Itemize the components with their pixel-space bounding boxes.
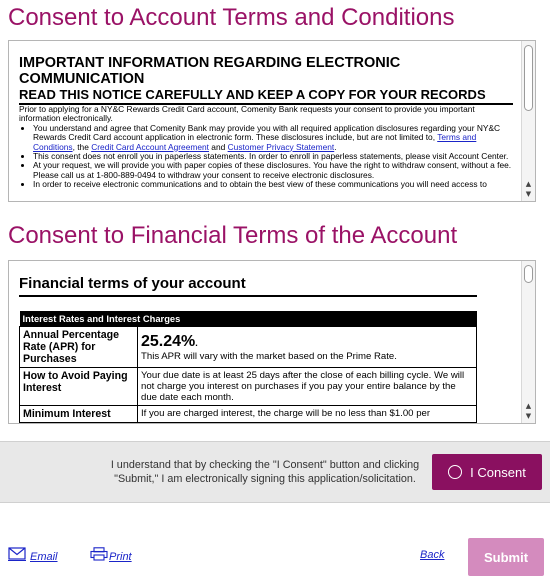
financial-terms-scrollbox[interactable] — [8, 260, 536, 424]
apr-note: This APR will vary with the market based on the Prime Rate. — [141, 351, 397, 362]
email-link[interactable]: Email — [30, 551, 58, 563]
account-terms-title: Consent to Account Terms and Conditions — [8, 4, 455, 31]
privacy-statement-link[interactable]: Customer Privacy Statement — [227, 141, 335, 152]
disclosure-bullet-text: and — [208, 141, 228, 152]
disclosure-bullet-text: , the — [72, 141, 92, 152]
envelope-icon[interactable] — [8, 547, 26, 561]
apr-rate: 25.24% — [141, 333, 196, 350]
submit-button[interactable]: Submit — [468, 538, 544, 576]
account-terms-content — [19, 55, 513, 190]
paperless-bullet: • This consent does not enroll you in paperless statements. In order to enroll in paperless statements, please visit Account Center. — [33, 152, 513, 161]
credit-card-agreement-link[interactable]: Credit Card Account Agreement — [91, 141, 209, 152]
minimum-interest-label: Minimum Interest — [20, 406, 138, 423]
apr-value — [141, 334, 473, 351]
apr-label: Annual Percentage Rate (APR) for Purchases — [20, 327, 138, 368]
disclosure-bullet-text: . — [334, 141, 337, 152]
financial-terms-content — [19, 275, 477, 423]
print-link[interactable]: Print — [109, 551, 132, 563]
scroll-up-arrow-icon[interactable]: ▲ — [525, 180, 532, 188]
read-notice-subheading: READ THIS NOTICE CAREFULLY AND KEEP A COPY FOR YOUR RECORDS — [19, 87, 513, 105]
table-row — [20, 368, 477, 406]
radio-icon[interactable] — [448, 465, 462, 479]
disclosure-bullet-text: You understand and agree that Comenity Bank may provide you with all required application disclosures regarding your NY&C Rewards Credit Card account application in electronic form. These disclosures include, but are not limited to, — [33, 122, 501, 143]
minimum-interest-value: If you are charged interest, the charge will be no less than $1.00 per — [138, 406, 477, 423]
scroll-down-arrow-icon[interactable]: ▼ — [525, 190, 532, 198]
apr-rate-dot: . — [195, 338, 198, 348]
account-terms-scrollbar[interactable] — [521, 41, 535, 201]
consent-bar — [0, 441, 550, 503]
consent-intro-text: Prior to applying for a NY&C Rewards Credit Card account, Comenity Bank requests your consent to provide you important information electronically. — [19, 104, 475, 124]
i-consent-button[interactable] — [432, 454, 542, 490]
disclosure-bullet — [33, 124, 513, 152]
paper-copies-bullet: • At your request, we will provide you with paper copies of these disclosures. You have the right to withdraw consent, without a fee. Please call us at 1-800-889-0494 to withdraw your consent to receive electronic disclosures. — [33, 161, 513, 180]
scrollbar-thumb[interactable] — [524, 265, 533, 283]
scroll-down-arrow-icon[interactable]: ▼ — [525, 412, 532, 420]
financial-terms-heading: Financial terms of your account — [19, 275, 477, 297]
table-row — [20, 406, 477, 423]
financial-terms-title: Consent to Financial Terms of the Account — [8, 222, 458, 249]
interest-rates-table — [19, 311, 477, 423]
financial-terms-scrollbar[interactable] — [521, 261, 535, 423]
back-link[interactable]: Back — [420, 549, 445, 561]
avoid-interest-label: How to Avoid Paying Interest — [20, 368, 138, 406]
i-consent-label: I Consent — [470, 464, 526, 480]
terms-and-conditions-link[interactable]: Terms and Conditions — [33, 132, 477, 152]
interest-rates-table-header: Interest Rates and Interest Charges — [20, 311, 477, 327]
table-row — [20, 327, 477, 368]
account-terms-scrollbox[interactable] — [8, 40, 536, 202]
scroll-up-arrow-icon[interactable]: ▲ — [525, 402, 532, 410]
scrollbar-thumb[interactable] — [524, 45, 533, 111]
apr-value-cell — [138, 327, 477, 368]
avoid-interest-value: Your due date is at least 25 days after the close of each billing cycle. We will not charge you interest on purchases if you pay your entire balance by the due date each month. — [138, 368, 477, 406]
consent-statement: I understand that by checking the "I Consent" button and clicking "Submit," I am electronically signing this application/solicitation. — [110, 459, 420, 485]
access-requirements-bullet: • In order to receive electronic communications and to obtain the best view of these communications you will need access to — [33, 180, 513, 189]
electronic-communication-heading: IMPORTANT INFORMATION REGARDING ELECTRONIC COMMUNICATION — [19, 55, 401, 87]
printer-icon[interactable] — [90, 547, 108, 561]
